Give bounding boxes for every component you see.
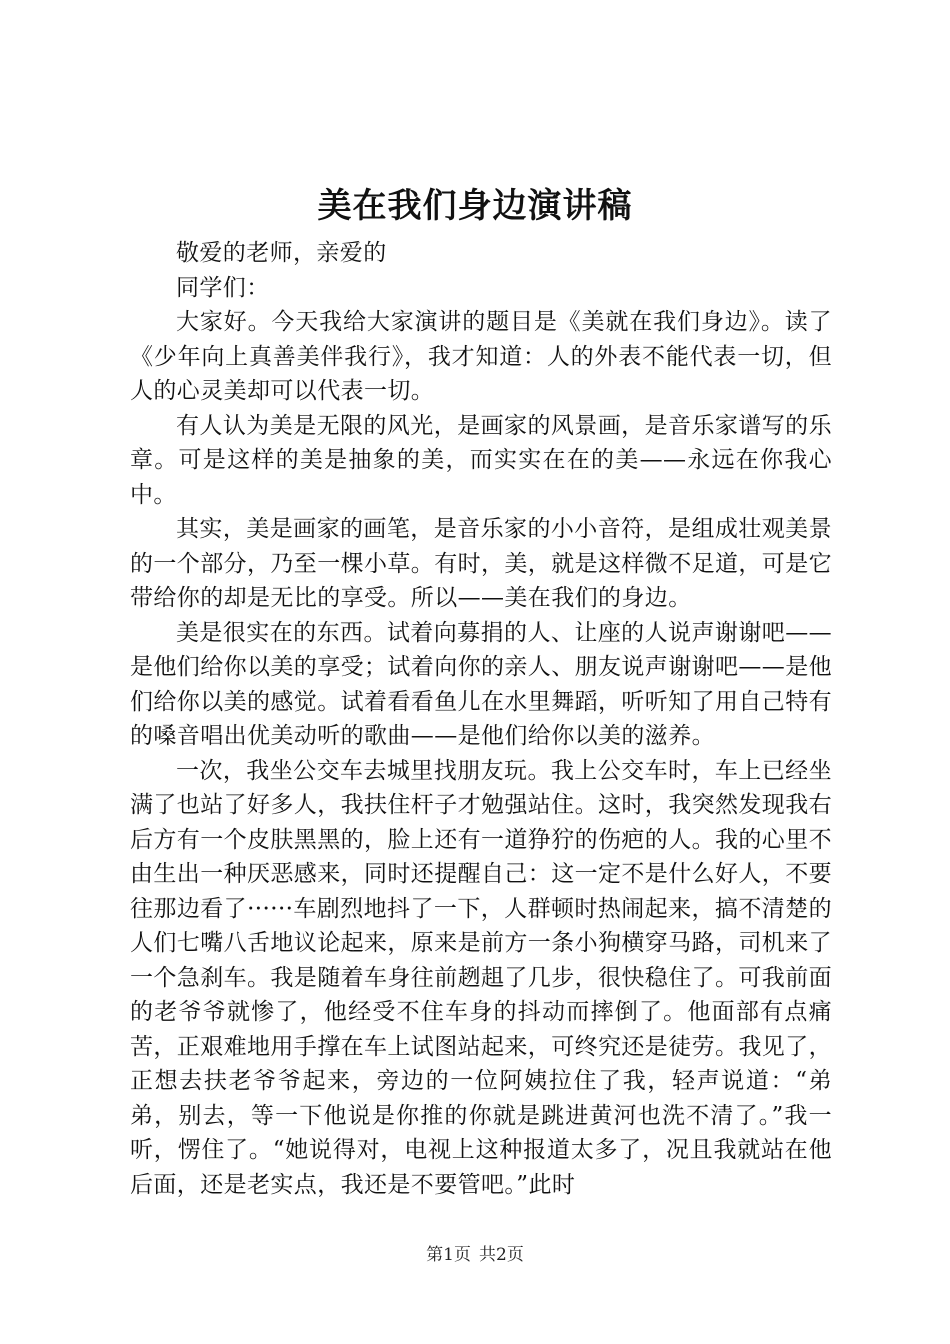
- paragraph: 美是很实在的东西。试着向募捐的人、让座的人说声谢谢吧——是他们给你以美的享受；试着向你的亲人、朋友说声谢谢吧——是他们给你以美的感觉。试着看看鱼儿在水里舞蹈，听听知了用自己特有的嗓音唱出优美动听的歌曲——是他们给你以美的滋养。: [130, 619, 832, 749]
- page-footer: [0, 1243, 950, 1267]
- paragraph: 一次，我坐公交车去城里找朋友玩。我上公交车时，车上已经坐满了也站了好多人，我扶住杆子才勉强站住。这时，我突然发现我右后方有一个皮肤黑黑的，脸上还有一道狰狞的伤疤的人。我的心里不由生出一种厌恶感来，同时还提醒自己：这一定不是什么好人，不要往那边看了······车剧烈地抖了一下，人群顿时热闹起来，搞不清楚的人们七嘴八舌地议论起来，原来是前方一条小狗横穿马路，司机来了一个急刹车。我是随着车身往前趔趄了几步，很快稳住了。可我前面的老爷爷就惨了，他经受不住车身的抖动而摔倒了。他面部有点痛苦，正艰难地用手撑在车上试图站起来，可终究还是徒劳。我见了，正想去扶老爷爷起来，旁边的一位阿姨拉住了我，轻声说道：“弟弟，别去，等一下他说是你推的你就是跳进黄河也洗不清了。”我一听，愣住了。“她说得对，电视上这种报道太多了，况且我就站在他后面，还是老实点，我还是不要管吧。”此时: [130, 757, 832, 1198]
- page-number: 第1页: [426, 1245, 471, 1265]
- paragraph: 大家好。今天我给大家演讲的题目是《美就在我们身边》。读了《少年向上真善美伴我行》，我才知道：人的外表不能代表一切，但人的心灵美却可以代表一切。: [130, 309, 832, 404]
- paragraph: 其实，美是画家的画笔，是音乐家的小小音符，是组成壮观美景的一个部分，乃至一棵小草。有时，美，就是这样微不足道，可是它带给你的却是无比的享受。所以——美在我们的身边。: [130, 516, 832, 611]
- paragraph: 有人认为美是无限的风光，是画家的风景画，是音乐家谱写的乐章。可是这样的美是抽象的美，而实实在在的美——永远在你我心中。: [130, 412, 832, 508]
- document-body: [130, 236, 832, 1202]
- document-title: 美在我们身边演讲稿: [317, 186, 633, 226]
- paragraph: 敬爱的老师，亲爱的: [176, 240, 387, 266]
- paragraph: 同学们：: [176, 274, 270, 301]
- page-total: 共2页: [479, 1245, 524, 1265]
